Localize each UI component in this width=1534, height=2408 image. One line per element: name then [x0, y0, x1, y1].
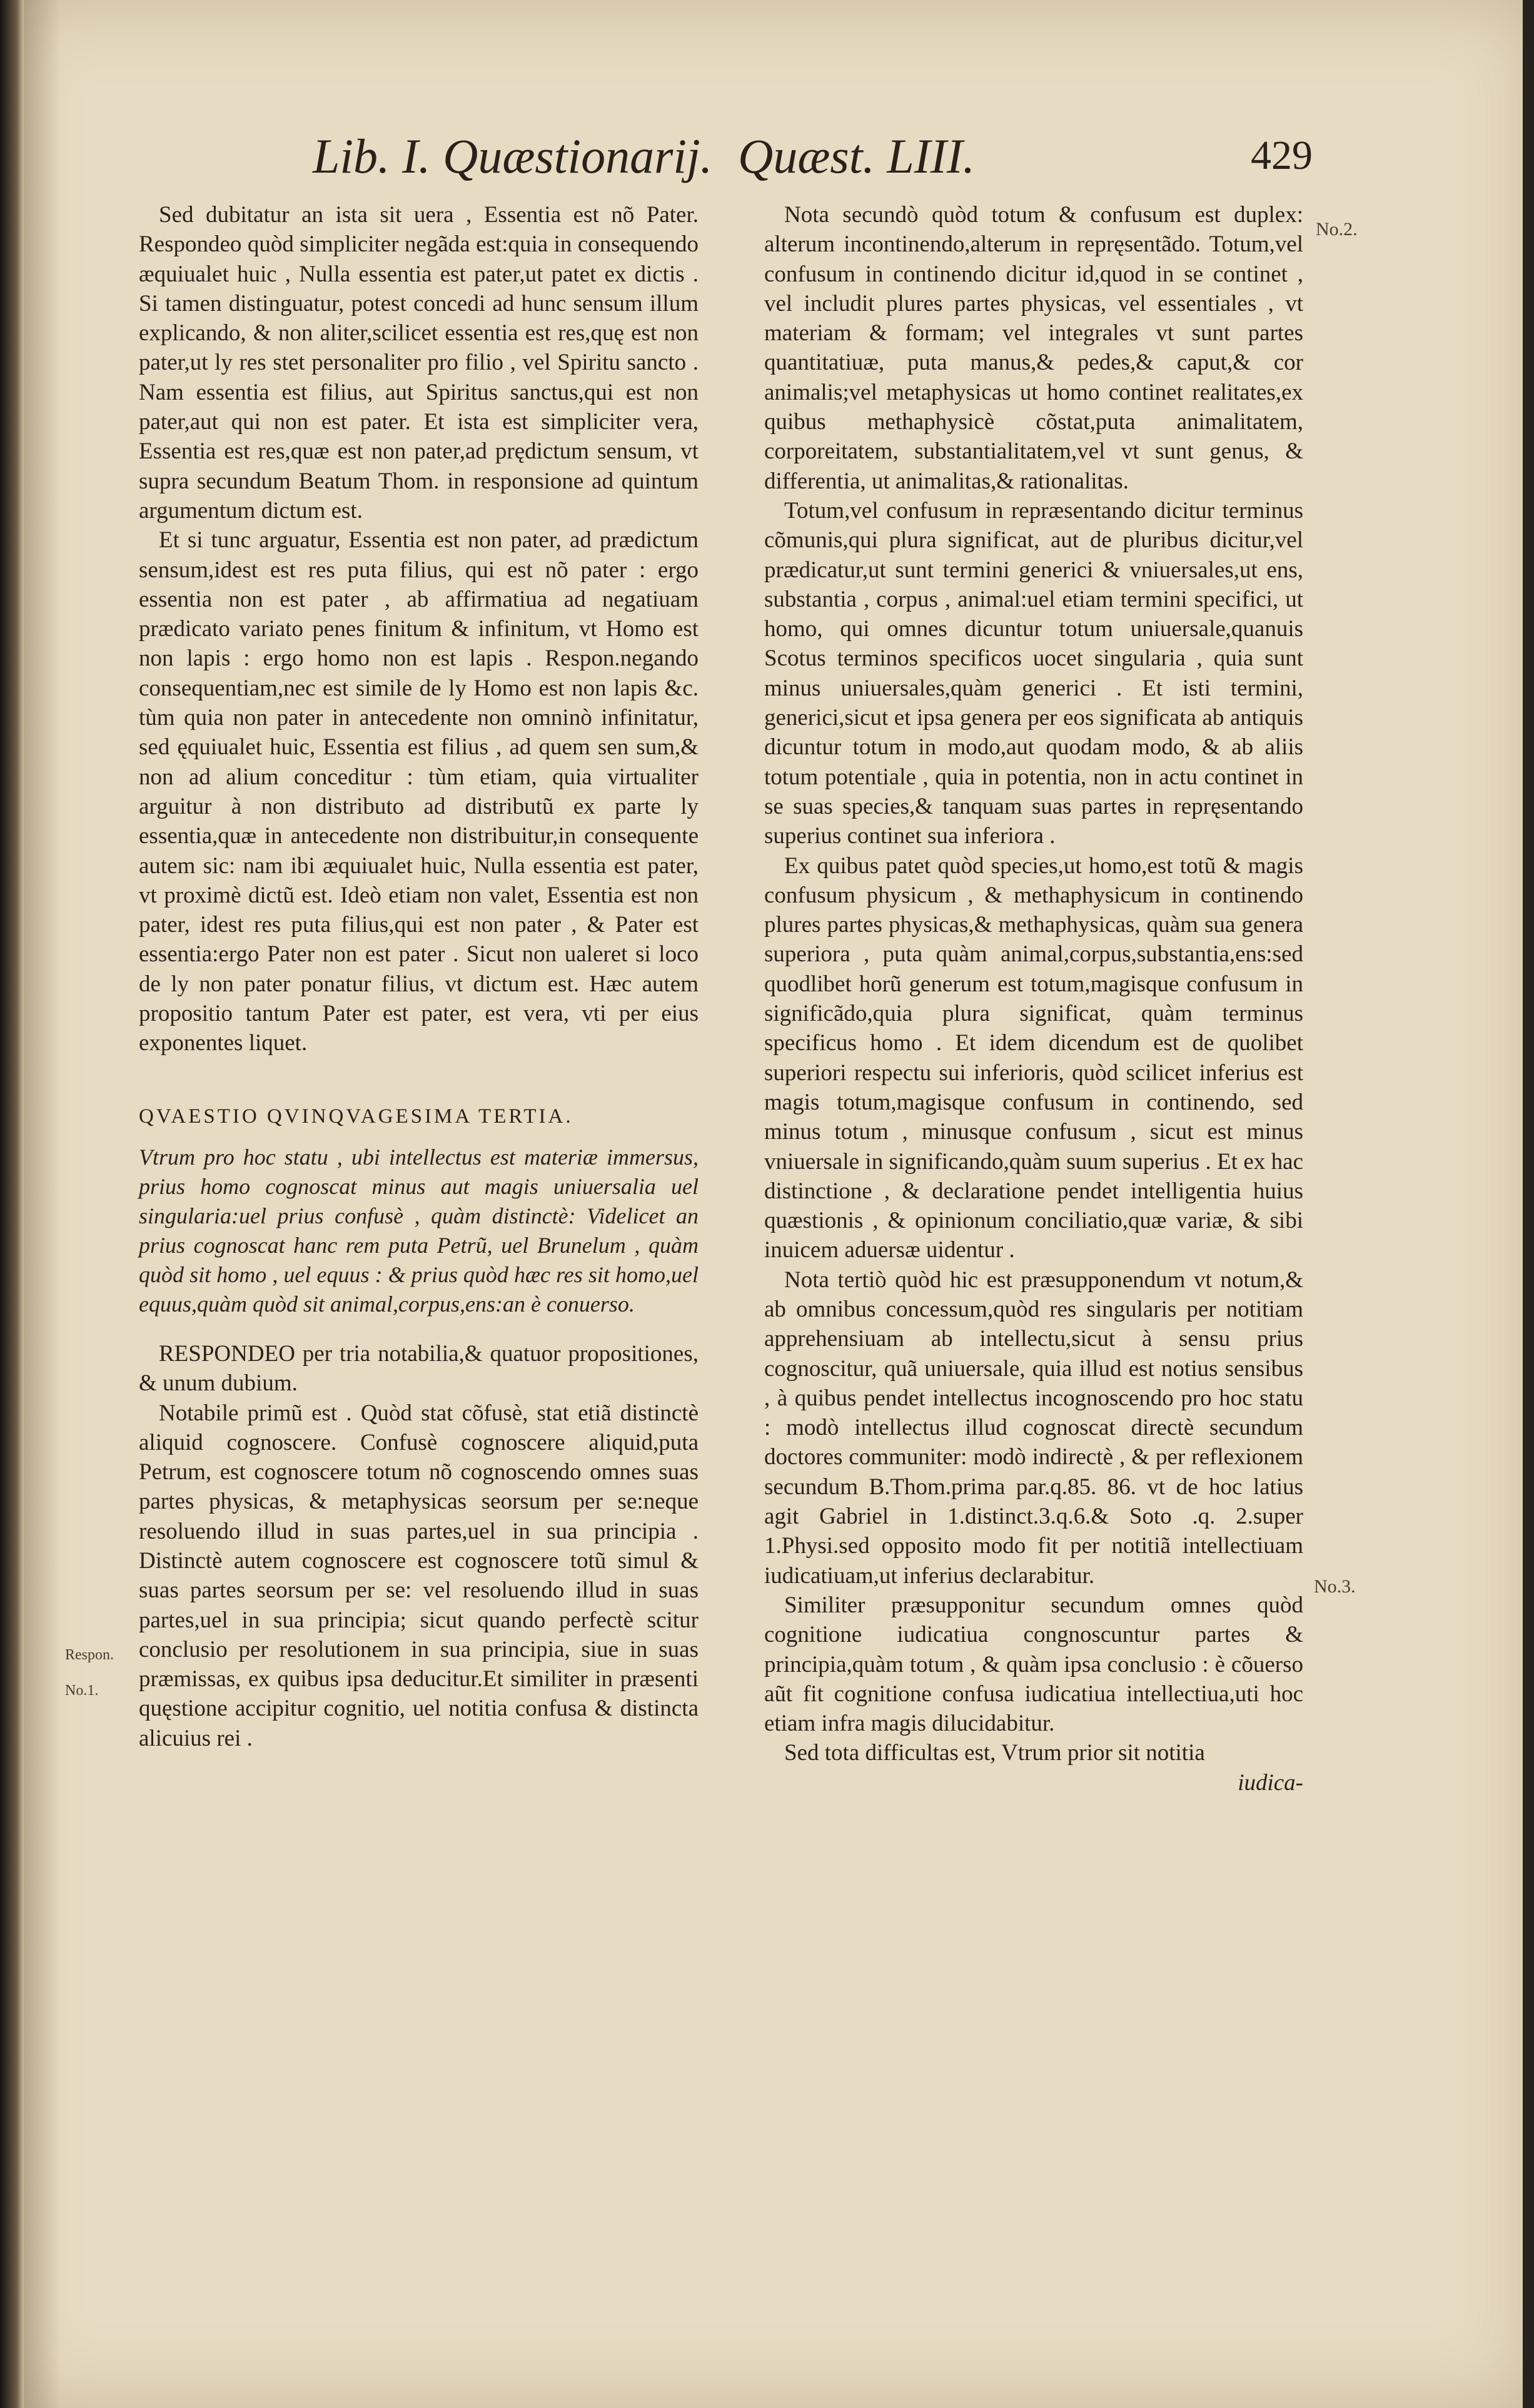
right-paragraph: Ex quibus patet quòd species,ut homo,est totũ & magis confusum physicum , & methaphysicum in continendo plures partes physicas,& methaphysicas, quàm sua genera superiora , puta quàm animal,corpus,substantia,ens:sed quodlibet horũ generum est totum,magisque confusum in significãdo,quia plura significat, quàm terminus specificus homo . Et idem dicendum est de quolibet superiori respectu sui inferioris, quòd scilicet inferius est magis totum,magisque confusum in continendo, sed minus totum , minusque confusum , sicut est minus vniuersale in significando,quàm suum superius . Et ex hac distinctione , & declaratione pendet intelligentia huius quæstionis , & opinionum conciliatio,quæ variæ, & sibi inuicem aduersæ uidentur . [764, 852, 1303, 1263]
left-paragraph: RESPONDEO per tria notabilia,& quatuor propositiones, & unum dubium. [139, 1340, 699, 1397]
left-column [139, 200, 699, 1753]
right-paragraph: Nota secundò quòd totum & confusum est duplex: alterum incontinendo,alterum in repręsentãdo. Totum,vel confusum in continendo dicitur id,quod in se continet , vel includit plures partes physicas, vel essentiales , vt materiam & formam; vel integrales vt sunt partes quantitatiuæ, puta manus,& pedes,& caput,& cor animalis;vel metaphysicas ut homo continet realitates,ex quibus methaphysicè cõstat,puta animalitatem, corporeitatem, substantialitatem,vel vt sunt genus, & differentia, ut animalitas,& rationalitas. [764, 202, 1303, 494]
right-paragraph: Totum,vel confusum in repræsentando dicitur terminus cõmunis,qui plura significat, aut de pluribus dicitur,vel prædicatur,ut sunt termini generici & vniuersales,ut ens, substantia , corpus , animal:uel etiam termini specifici, ut homo, qui omnes dicuntur totum uniuersale,quanuis Scotus terminos specificos uocet singularia , quia sunt minus uniuersales,quàm generici . Et isti termini, generici,sicut et ipsa genera per eos significata ab antiquis dicuntur totum in modo,aut quodam modo, & ab aliis totum potentiale , quia in potentia, non in actu continet in se suas species,& tanquam suas partes in repręsentando superius continet sua inferiora . [764, 497, 1303, 849]
gutter-shadow [24, 0, 61, 2408]
right-paragraph: Nota tertiò quòd hic est præsupponendum vt notum,& ab omnibus concessum,quòd res singularis per notitiam apprehensiuam ab intellectu,sicut à sensu prius cognoscitur, quã uniuersale, quia illud est notius sensibus , à quibus pendet intellectus incognoscendo pro hoc statu : modò intellectus illud cognoscat directè secundum doctores communiter: modò indirectè , & per reflexionem secundum B.Thom.prima par.q.85. 86. vt de hoc latius agit Gabriel in 1.distinct.3.q.6.& Soto .q. 2.super 1.Physi.sed opposito modo fit per notitiã intellectiuam iudicatiuam,ut inferius declarabitur. [764, 1267, 1303, 1589]
right-column [764, 200, 1303, 1798]
header-question-number: Quæst. LIII. [738, 129, 976, 183]
header-book-title: Lib. I. Quæstionarij. [313, 129, 713, 183]
left-paragraph: Et si tunc arguatur, Essentia est non pater, ad prædictum sensum,idest est res puta filius, qui est nõ pater : ergo essentia non est pater , ab affirmatiua ad negatiuam prædicato variato penes finitum & infinitum, vt Homo est non lapis : ergo homo non est lapis . Respon.negando consequentiam,nec est simile de ly Homo est non lapis &c. tùm quia non pater in antecedente non omninò infinitatur, sed ęquiualet huic, Essentia est filius , ad quem sen sum,& non ad alium conceditur : tùm etiam, quia virtualiter arguitur à non distributo ad distributũ ex parte ly essentia,quæ in antecedente non distribuitur,in consequente autem sic: nam ibi æquiualet huic, Nulla essentia est pater, vt proximè dictũ est. Ideò etiam non valet, Essentia est non pater, idest res puta filius,qui est non pater , & Pater est essentia:ergo Pater non est pater . Sicut non ualeret si loco de ly non pater ponatur filius, vt dictum est. Hæc autem propositio tantum Pater est pater, est vera, vti per eius exponentes liquet. [139, 527, 699, 1056]
margin-note-respon: Respon. [65, 1647, 114, 1663]
catchword: iudica- [1238, 1769, 1303, 1796]
right-paragraph: Sed tota difficultas est, Vtrum prior sit notitia [784, 1740, 1205, 1766]
margin-note-no2: No.2. [1316, 219, 1358, 240]
question-title: QVAESTIO QVINQVAGESIMA TERTIA. [139, 1105, 573, 1128]
page-number: 429 [1251, 133, 1313, 178]
background-edge [1523, 0, 1534, 2408]
binding-gutter [0, 0, 24, 2408]
running-header [144, 128, 1313, 188]
margin-note-no1: No.1. [65, 1682, 99, 1699]
left-paragraph: Sed dubitatur an ista sit uera , Essentia est nõ Pater. Respondeo quòd simpliciter negãda est:quia in consequendo æquiualet huic , Nulla essentia est pater,ut patet ex dictis . Si tamen distinguatur, potest concedi ad hunc sensum illum explicando, & non aliter,scilicet essentia est res,quę est non pater,ut ly res stet personaliter pro filio , vel Spiritu sancto . Nam essentia est filius, aut Spiritus sanctus,qui est non pater,aut qui non est pater. Et ista est simpliciter vera, Essentia est res,quæ est non pater,ad prędictum sensum, vt supra secundum Beatum Thom. in responsione ad quintum argumentum dictum est. [139, 202, 699, 524]
left-paragraph: Notabile primũ est . Quòd stat cõfusè, stat etiã distinctè aliquid cognoscere. Confusè cognoscere aliquid,puta Petrum, est cognoscere totum nõ cognoscendo omnes suas partes physicas, & metaphysicas seorsum per se:neque resoluendo illud in suas partes,uel in sua principia . Distinctè autem cognoscere est cognoscere totũ simul & suas partes seorsum per se: vel resoluendo illud in suas partes,uel in sua principia; sicut quando perfectè scitur conclusio per resolutionem in sua principia, siue in suas præmissas, ex quibus ipsa deducitur.Et similiter in præsenti quęstione accipitur cognitio, uel notitia confusa & distincta alicuius rei . [139, 1400, 699, 1751]
right-paragraph: Similiter præsupponitur secundum omnes quòd cognitione iudicatiua congnoscuntur partes & principia,quàm totum , & quàm ipsa conclusio : è cõuerso aũt fit cognitione confusa iudicatiua intellectiua,uti hoc etiam infra magis dilucidabitur. [764, 1592, 1303, 1737]
question-text: Vtrum pro hoc statu , ubi intellectus est materiæ immersus, prius homo cognoscat minus aut magis uniuersalia uel singularia:uel prius confusè , quàm distinctè: Videlicet an prius cognoscat hanc rem puta Petrũ, uel Brunelum , quàm quòd sit homo , uel equus : & prius quòd hæc res sit homo,uel equus,quàm quòd sit animal,corpus,ens:an è conuerso. [139, 1144, 699, 1317]
margin-note-no3: No.3. [1314, 1576, 1356, 1597]
